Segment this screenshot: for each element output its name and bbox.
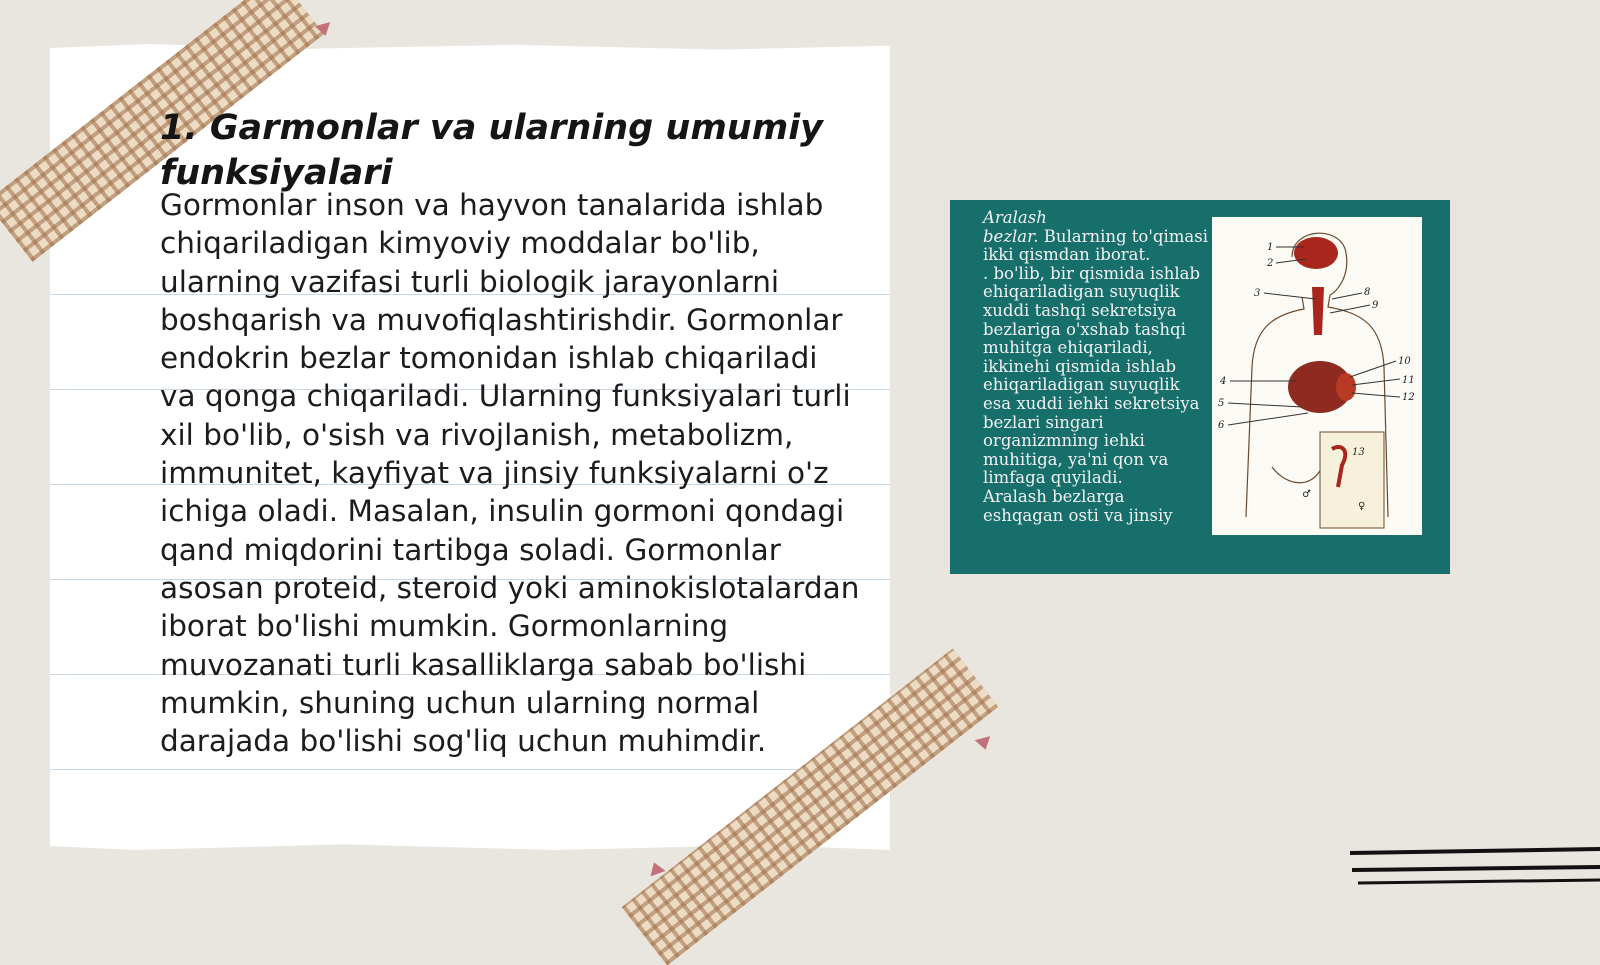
female-symbol: ♀ [1358, 501, 1366, 512]
decorative-stroke-lines [1350, 846, 1600, 892]
endocrine-glands-figure [950, 200, 1450, 574]
figure-label: 12 [1402, 392, 1415, 403]
figure-label: 8 [1364, 287, 1371, 298]
figure-label: 11 [1402, 375, 1415, 386]
figure-label: 13 [1352, 447, 1365, 458]
slide-body-text: Gormonlar inson va hayvon tanalarida ishlab chiqariladigan kimyoviy moddalar bo'lib, ularning vazifasi turli biologik jarayonlarni boshqarish va muvofiqlashtirishdir. Gormonlar endokrin bezlar tomonidan ishlab chiqariladi va qonga chiqariladi. Ularning funksiyalari turli xil bo'lib, o'sish va rivojlanish, metabolizm, immunitet, kayfiyat va jinsiy funksiyalarni o'z ichiga oladi. Masalan, insulin gormoni qondagi qand miqdorini tartibga soladi. Gormonlar asosan proteid, steroid yoki aminokislotalardan iborat bo'lishi mumkin. Gormonlarning muvozanati turli kasalliklarga sabab bo'lishi mumkin, shuning uchun ularning normal darajada bo'lishi sog'liq uchun muhimdir. [160, 188, 860, 759]
brush-stroke [1352, 867, 1600, 870]
tape-pin-marker [975, 736, 994, 752]
thyroid-organ [1312, 287, 1324, 335]
human-body-illustration [1212, 217, 1422, 535]
brain-organ [1294, 237, 1338, 269]
slide-title: 1. Garmonlar va ularning umumiy funksiyalari [160, 108, 824, 193]
figure-label: 1 [1267, 242, 1274, 253]
kidney-organ [1336, 373, 1356, 401]
figure-label: 9 [1372, 300, 1379, 311]
brush-stroke [1350, 849, 1600, 853]
figure-caption-lead: Aralash bezlar. [983, 208, 1047, 246]
figure-caption-body: Bularning to'qimasi ikki qismdan iborat. . bo'lib, bir qismida ishlab ehiqariladigan suyuqlik xuddi tashqi sekretsiya bezlariga o'xshab tashqi muhitga ehiqariladi, ikkinehi qismida ishlab ehiqariladigan suyuqlik esa xuddi iehki sekretsiya bezlari singari organizmning iehki muhitiga, ya'ni qon va limfaga quyiladi. Aralash bezlarga eshqagan osti va jinsiy [983, 226, 1208, 525]
brush-stroke [1358, 880, 1600, 883]
leader-line [1228, 403, 1302, 407]
figure-label: 4 [1220, 376, 1227, 387]
anatomy-panel [1212, 217, 1422, 535]
leader-line [1352, 379, 1400, 385]
figure-caption-text [983, 209, 1208, 525]
figure-label: 10 [1398, 356, 1411, 367]
leader-line [1350, 361, 1396, 377]
male-symbol: ♂ [1302, 489, 1311, 500]
leader-line [1332, 293, 1362, 299]
leader-line [1352, 393, 1400, 397]
tape-pin-marker [315, 22, 334, 38]
leader-line [1264, 293, 1316, 299]
figure-label: 2 [1267, 258, 1274, 269]
figure-label: 5 [1218, 398, 1225, 409]
leader-line [1228, 413, 1308, 425]
figure-label: 3 [1254, 288, 1261, 299]
ruled-line [50, 769, 890, 770]
figure-label: 6 [1218, 420, 1225, 431]
